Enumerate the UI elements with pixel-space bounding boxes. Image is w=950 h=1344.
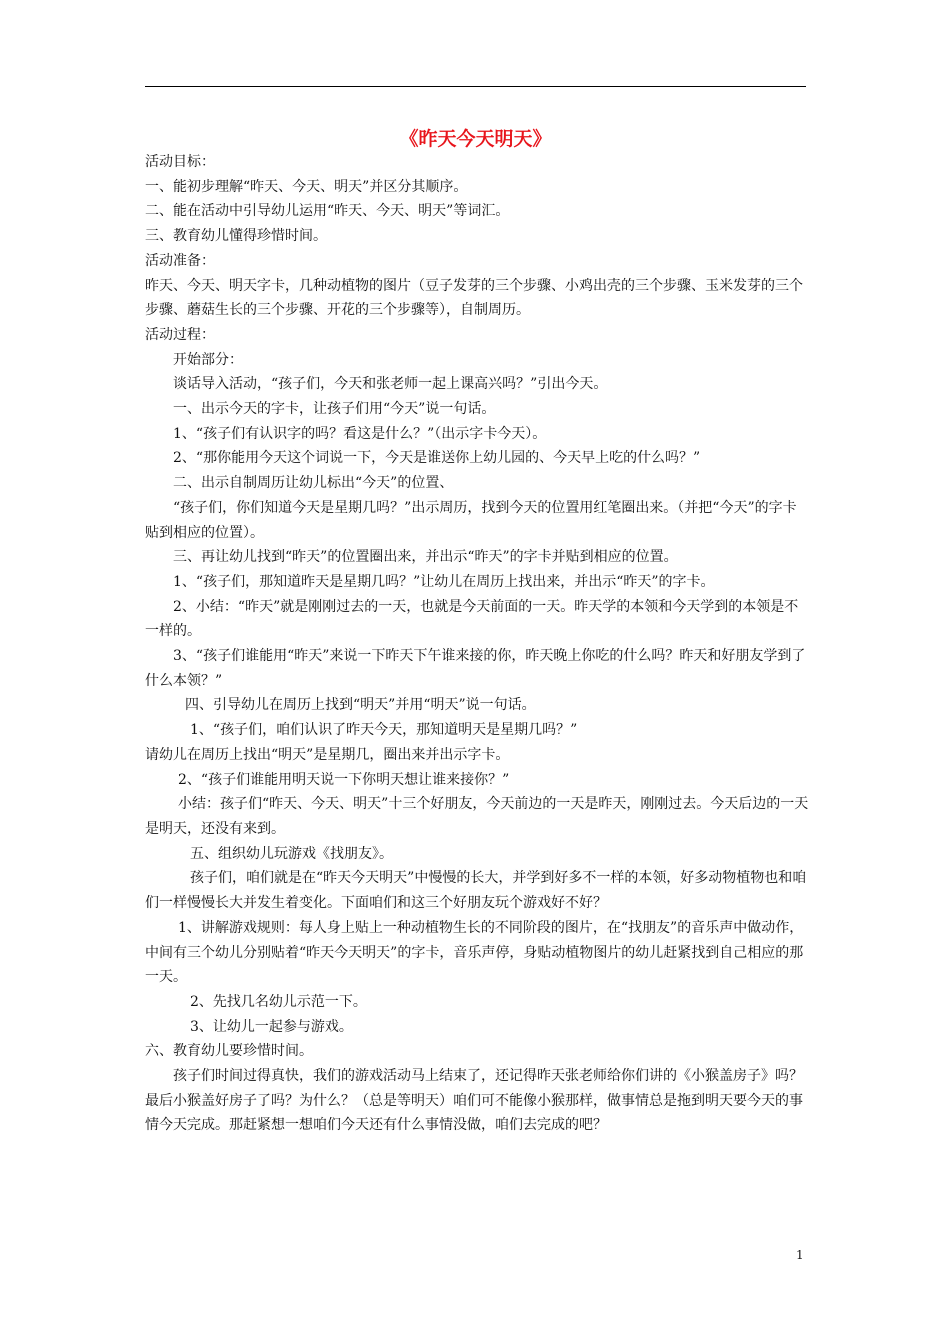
document-title: 《昨天今天明天》	[399, 128, 552, 150]
paragraph: 请幼儿在周历上找出“明天”是星期几，圈出来并出示字卡。	[145, 746, 510, 763]
document-body	[145, 150, 809, 1138]
page-number: 1	[796, 1248, 804, 1262]
paragraph: 谈话导入活动，“孩子们，今天和张老师一起上课高兴吗？”引出今天。	[173, 376, 608, 393]
paragraph: 2、小结：“昨天”就是刚刚过去的一天，也就是今天前面的一天。昨天学的本领和今天学到的本领是不一样的。	[145, 598, 799, 640]
paragraph: 2、“孩子们谁能用明天说一下你明天想让谁来接你？”	[178, 771, 510, 788]
paragraph: 三、再让幼儿找到“昨天”的位置圈出来，并出示“昨天”的字卡并贴到相应的位置。	[173, 549, 678, 566]
paragraph: 1、“孩子们，那知道昨天是星期几吗？”让幼儿在周历上找出来，并出示“昨天”的字卡。	[173, 573, 715, 590]
paragraph: 活动准备：	[145, 252, 215, 269]
paragraph: 2、“那你能用今天这个词说一下，今天是谁送你上幼儿园的、今天早上吃的什么吗？”	[173, 450, 701, 467]
paragraph: 活动目标：	[145, 154, 215, 170]
paragraph: 二、能在活动中引导幼儿运用“昨天、今天、明天”等词汇。	[145, 203, 510, 220]
paragraph: 一、能初步理解“昨天、今天、明天”并区分其顺序。	[145, 178, 468, 195]
paragraph: 1、“孩子们，咱们认识了昨天今天，那知道明天是星期几吗？”	[190, 722, 578, 739]
paragraph: 六、教育幼儿要珍惜时间。	[145, 1043, 313, 1060]
paragraph: 3、让幼儿一起参与游戏。	[190, 1018, 353, 1035]
header-rule	[145, 86, 806, 87]
paragraph: 昨天、今天、明天字卡，几种动植物的图片（豆子发芽的三个步骤、小鸡出壳的三个步骤、玉米发芽的三个步骤、蘑菇生长的三个步骤、开花的三个步骤等），自制周历。	[145, 277, 803, 319]
paragraph: 二、出示自制周历让幼儿标出“今天”的位置、	[173, 475, 454, 492]
paragraph: 三、教育幼儿懂得珍惜时间。	[145, 228, 327, 245]
paragraph: 孩子们时间过得真快，我们的游戏活动马上结束了，还记得昨天张老师给你们讲的《小猴盖房子》吗？最后小猴盖好房子了吗？为什么？（总是等明天）咱们可不能像小猴那样，做事情总是拖到明天要今天的事情今天完成。那赶紧想一想咱们今天还有什么事情没做，咱们去完成的吧？	[145, 1068, 803, 1134]
paragraph: 孩子们，咱们就是在“昨天今天明天”中慢慢的长大，并学到好多不一样的本领，好多动物植物也和咱们一样慢慢长大并发生着变化。下面咱们和这三个好朋友玩个游戏好不好？	[145, 870, 807, 912]
paragraph: “孩子们，你们知道今天是星期几吗？”出示周历，找到今天的位置用红笔圈出来。（并把“今天”的字卡贴到相应的位置）。	[145, 499, 797, 541]
paragraph: 1、“孩子们有认识字的吗？看这是什么？”（出示字卡今天）。	[173, 425, 547, 442]
paragraph: 活动过程：	[145, 326, 215, 343]
paragraph: 一、出示今天的字卡，让孩子们用“今天”说一句话。	[173, 401, 496, 418]
paragraph: 1、讲解游戏规则：每人身上贴上一种动植物生长的不同阶段的图片，在“找朋友”的音乐声中做动作，中间有三个幼儿分别贴着“昨天今天明天”的字卡，音乐声停，身贴动植物图片的幼儿赶紧找到自己相应的那一天。	[145, 919, 804, 986]
paragraph: 2、先找几名幼儿示范一下。	[190, 993, 367, 1010]
paragraph: 四、引导幼儿在周历上找到“明天”并用“明天”说一句话。	[185, 697, 536, 714]
paragraph: 五、组织幼儿玩游戏《找朋友》。	[190, 845, 393, 862]
paragraph: 开始部分：	[173, 351, 243, 368]
paragraph: 3、“孩子们谁能用“昨天”来说一下昨天下午谁来接的你，昨天晚上你吃的什么吗？昨天和好朋友学到了什么本领？”	[145, 648, 806, 689]
paragraph: 小结：孩子们“昨天、今天、明天”十三个好朋友，今天前边的一天是昨天，刚刚过去。今天后边的一天是明天，还没有来到。	[145, 796, 809, 837]
